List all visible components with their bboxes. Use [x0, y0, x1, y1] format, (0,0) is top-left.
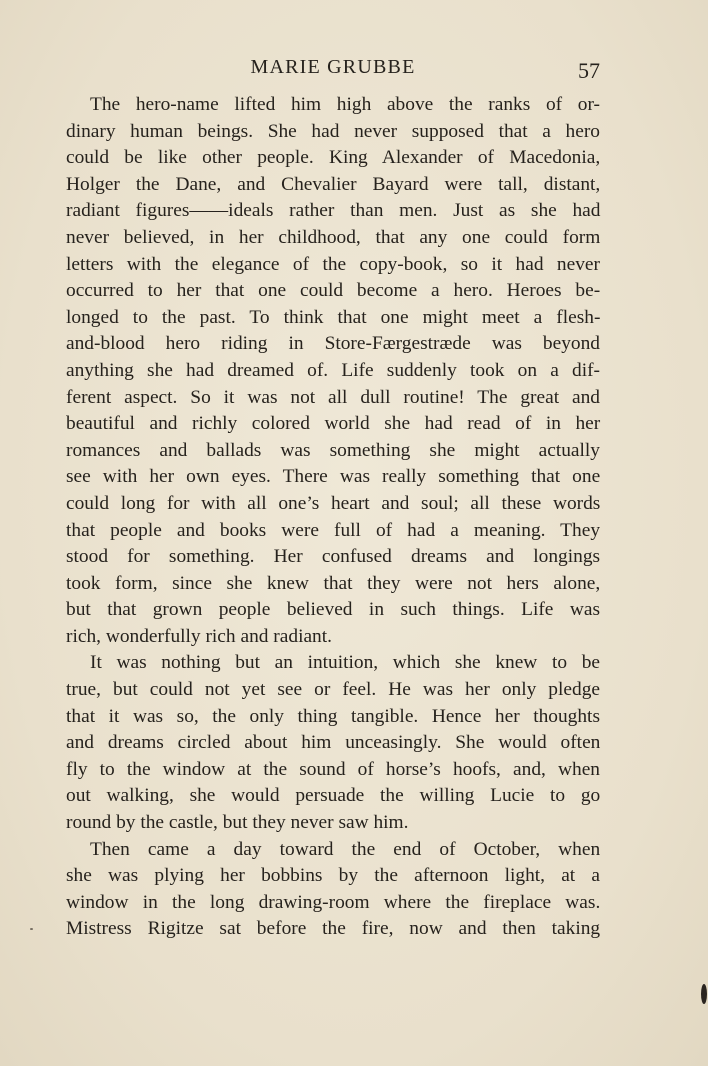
paragraph-2 — [66, 650, 600, 836]
text-line: and-blood hero riding in Store-Færgestræde was beyond — [66, 333, 600, 355]
text-line: radiant figures——ideals rather than men. Just as she had — [66, 200, 601, 222]
body-text — [66, 92, 600, 943]
text-line: she was plying her bobbins by the afternoon light, at a — [66, 865, 600, 887]
text-line: true, but could not yet see or feel. He was her only pledge — [66, 679, 600, 701]
text-line: It was nothing but an intuition, which she knew to be — [90, 652, 600, 674]
text-line: The hero-name lifted him high above the ranks of or- — [90, 94, 600, 115]
text-line: romances and ballads was something she might actually — [66, 439, 600, 461]
text-line: Holger the Dane, and Chevalier Bayard were tall, distant, — [66, 173, 601, 195]
text-line: could be like other people. King Alexander of Macedonia, — [66, 147, 601, 169]
text-line: see with her own eyes. There was really something that one — [66, 466, 601, 488]
text-line: and dreams circled about him unceasingly. She would often — [66, 732, 601, 754]
running-head: MARIE GRUBBE — [250, 56, 416, 78]
text-line: Mistress Rigitze sat before the fire, now and then taking — [66, 918, 601, 940]
text-line: round by the castle, but they never saw him. — [66, 812, 409, 834]
text-line: occurred to her that one could become a hero. Heroes be- — [66, 280, 601, 302]
text-line: fly to the window at the sound of horse’s hoofs, and, when — [66, 758, 600, 780]
paper-blemish — [701, 984, 707, 1004]
text-line: but that grown people believed in such things. Life was — [66, 599, 600, 621]
text-line: Then came a day toward the end of October, when — [90, 838, 601, 860]
text-line: that people and books were full of had a meaning. They — [66, 519, 601, 541]
text-line: ferent aspect. So it was not all dull routine! The great and — [66, 386, 600, 408]
text-line: rich, wonderfully rich and radiant. — [66, 625, 332, 647]
text-line: window in the long drawing-room where the fireplace was. — [66, 891, 601, 913]
text-line: that it was so, the only thing tangible. Hence her thoughts — [66, 705, 600, 727]
text-line: beautiful and richly colored world she had read of in her — [66, 413, 601, 435]
paragraph-3 — [66, 837, 600, 943]
text-line: anything she had dreamed of. Life suddenly took on a dif- — [66, 359, 600, 381]
paragraph-1 — [66, 92, 600, 650]
page-header — [66, 56, 600, 86]
text-line: stood for something. Her confused dreams and longings — [66, 546, 601, 568]
text-line: took form, since she knew that they were not hers alone, — [66, 572, 601, 594]
text-line: longed to the past. To think that one might meet a flesh- — [66, 306, 601, 328]
text-line: letters with the elegance of the copy-book, so it had never — [66, 253, 600, 275]
text-line: never believed, in her childhood, that any one could form — [66, 226, 601, 248]
text-line: out walking, she would persuade the willing Lucie to go — [66, 785, 601, 807]
paper-blemish — [30, 928, 33, 930]
text-line: could long for with all one’s heart and soul; all these words — [66, 492, 601, 514]
text-line: dinary human beings. She had never supposed that a hero — [66, 120, 600, 142]
page-number: 57 — [578, 58, 600, 83]
